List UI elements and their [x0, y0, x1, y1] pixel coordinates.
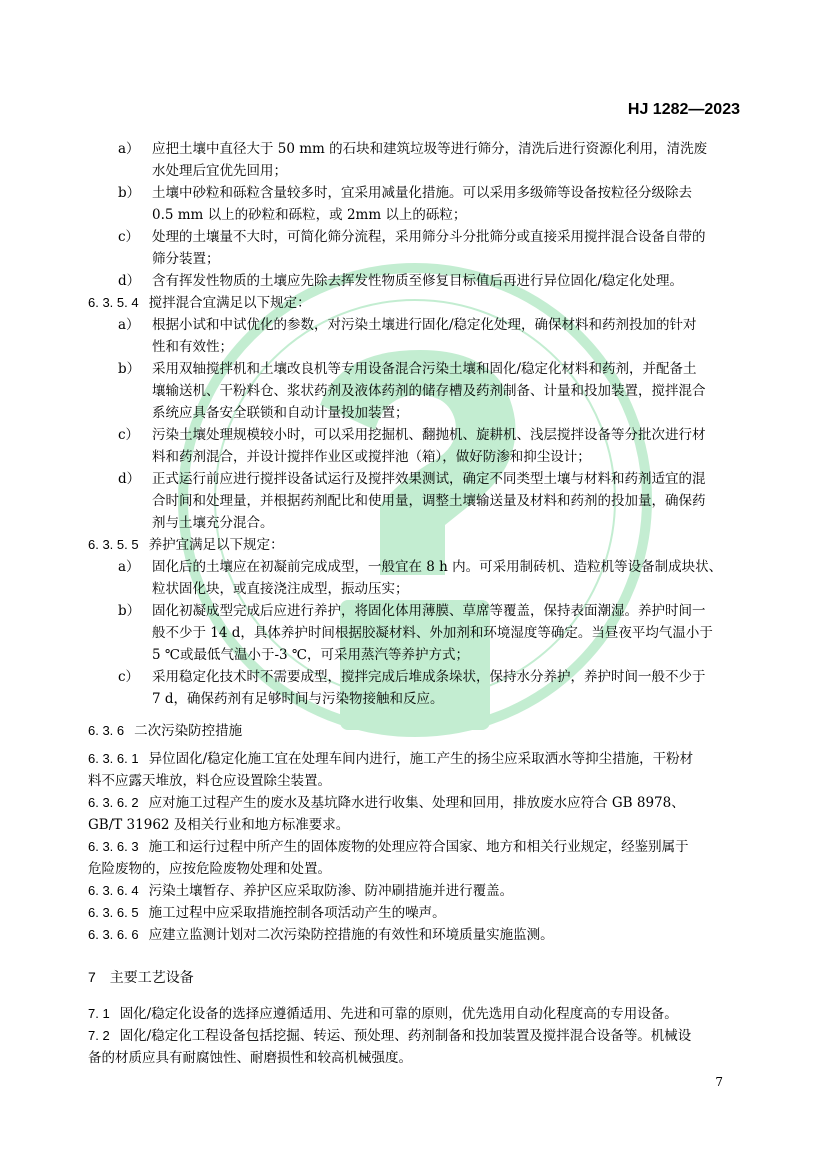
clause-text: 应对施工过程产生的废水及基坑降水进行收集、处理和回用，排放废水应符合 GB 8978、	[148, 795, 685, 811]
list-item-continuation	[88, 380, 738, 402]
list-item-continuation	[88, 512, 738, 534]
list-item-text: 7 d，确保药剂有足够时间与污染物接触和反应。	[152, 691, 444, 707]
clause-text: 料不应露天堆放，料仓应设置除尘装置。	[88, 773, 331, 789]
list-item	[88, 314, 738, 336]
clause-continuation	[88, 858, 738, 880]
list-item-continuation	[88, 160, 738, 182]
list-item	[88, 270, 738, 292]
clause-number: 6. 3. 6. 3	[88, 839, 139, 854]
clause-text: 危险废物的，应按危险废物处理和处置。	[88, 861, 331, 877]
list-curing	[88, 556, 738, 710]
clause-text: 污染土壤暂存、养护区应采取防渗、防冲刷措施并进行覆盖。	[148, 883, 514, 899]
list-item-text: 固化初凝成型完成后应进行养护，将固化体用薄膜、草席等覆盖，保持表面潮湿。养护时间一	[152, 603, 706, 619]
list-item-text: 系统应具备安全联锁和自动计量投加装置；	[152, 405, 409, 421]
list-item-label: a）	[118, 317, 140, 333]
list-item	[88, 600, 738, 622]
list-item-label: b）	[118, 361, 141, 377]
list-item-continuation	[88, 248, 738, 270]
list-item-text: 合时间和处理量，并根据药剂配比和使用量，调整土壤输送量及材料和药剂的投加量，确保药	[152, 493, 706, 509]
list-item-label: d）	[118, 471, 141, 487]
list-item	[88, 424, 738, 446]
list-item-continuation	[88, 446, 738, 468]
list-item-label: c）	[118, 427, 140, 443]
section-number: 6. 3. 6	[88, 723, 125, 738]
list-item-text: 采用稳定化技术时不需要成型，搅拌完成后堆成条垛状，保持水分养护，养护时间一般不少于	[152, 669, 706, 685]
clause-text: 施工过程中应采取措施控制各项活动产生的噪声。	[148, 905, 446, 921]
clause	[88, 836, 738, 858]
clause-number: 6. 3. 6. 5	[88, 905, 139, 920]
clause-number: 6. 3. 5. 5	[88, 537, 139, 552]
list-item-text: 含有挥发性物质的土壤应先除去挥发性物质至修复目标值后再进行异位固化/稳定化处理。	[152, 273, 684, 289]
chapter-title: 主要工艺设备	[109, 970, 194, 986]
list-item-text: 水处理后宜优先回用；	[152, 163, 287, 179]
list-item-label: d）	[118, 273, 141, 289]
list-screening	[88, 138, 738, 292]
list-item-continuation	[88, 622, 738, 644]
document-body	[88, 138, 738, 1069]
list-mixing	[88, 314, 738, 534]
clause-number: 7. 1	[88, 1006, 110, 1021]
chapter-number: 7	[88, 969, 96, 985]
list-item-text: 筛分装置；	[152, 251, 220, 267]
list-item-text: 般不少于 14 d，具体养护时间根据胶凝材料、外加剂和环境湿度等确定。当昼夜平均气温小于	[152, 625, 713, 641]
list-item-text: 处理的土壤量不大时，可简化筛分流程，采用筛分斗分批筛分或直接采用搅拌混合设备自带的	[152, 229, 706, 245]
list-item-text: 料和药剂混合，并设计搅拌作业区或搅拌池（箱），做好防渗和抑尘设计；	[152, 449, 591, 465]
clause-number: 7. 2	[88, 1028, 110, 1043]
list-item-text: 应把土壤中直径大于 50 mm 的石块和建筑垃圾等进行筛分，清洗后进行资源化利用，清洗废	[152, 141, 708, 157]
list-item	[88, 226, 738, 248]
list-item-label: a）	[118, 141, 140, 157]
chapter-7-heading	[88, 966, 738, 989]
page-number: 7	[715, 1075, 723, 1089]
list-item-continuation	[88, 644, 738, 666]
list-item-label: b）	[118, 603, 141, 619]
section-6-3-6-heading	[88, 720, 738, 742]
standard-code: HJ 1282—2023	[627, 101, 740, 118]
list-item-text: 5 ℃或最低气温小于-3 ℃，可采用蒸汽等养护方式；	[152, 647, 470, 663]
list-item-continuation	[88, 336, 738, 358]
list-item-text: 根据小试和中试优化的参数，对污染土壤进行固化/稳定化处理，确保材料和药剂投加的针对	[152, 317, 697, 333]
clause-number: 6. 3. 5. 4	[88, 295, 139, 310]
list-item-continuation	[88, 688, 738, 710]
list-item-label: c）	[118, 669, 140, 685]
list-item-text: 性和有效性；	[152, 339, 233, 355]
clause	[88, 792, 738, 814]
clauses-7	[88, 1003, 738, 1069]
list-item-label: a）	[118, 559, 140, 575]
clause-number: 6. 3. 6. 2	[88, 795, 139, 810]
clause-text: 应建立监测计划对二次污染防控措施的有效性和环境质量实施监测。	[148, 927, 554, 943]
list-item-continuation	[88, 490, 738, 512]
clause-number: 6. 3. 6. 4	[88, 883, 139, 898]
list-item-continuation	[88, 578, 738, 600]
list-item-text: 正式运行前应进行搅拌设备试运行及搅拌效果测试，确定不同类型土壤与材料和药剂适宜的混	[152, 471, 706, 487]
list-item	[88, 666, 738, 688]
list-item-label: b）	[118, 185, 141, 201]
list-item-text: 剂与土壤充分混合。	[152, 515, 274, 531]
list-item	[88, 358, 738, 380]
list-item-continuation	[88, 204, 738, 226]
clause-6-3-5-5	[88, 534, 738, 556]
list-item-text: 壤输送机、干粉料仓、浆状药剂及液体药剂的储存槽及药剂制备、计量和投加装置，搅拌混合	[152, 383, 706, 399]
clause	[88, 1025, 738, 1047]
clause-text: GB/T 31962 及相关行业和地方标准要求。	[88, 817, 350, 833]
clause	[88, 1003, 738, 1025]
clause	[88, 924, 738, 946]
clause-continuation	[88, 814, 738, 836]
clause-continuation	[88, 770, 738, 792]
clause	[88, 880, 738, 902]
clause-text: 固化/稳定化工程设备包括挖掘、转运、预处理、药剂制备和投加装置及搅拌混合设备等。机械设	[119, 1028, 692, 1044]
clause	[88, 748, 738, 770]
list-item-text: 粒状固化块，或直接浇注成型，振动压实；	[152, 581, 409, 597]
clause-6-3-5-4	[88, 292, 738, 314]
clause-text: 异位固化/稳定化施工宜在处理车间内进行，施工产生的扬尘应采取洒水等抑尘措施，干粉材	[148, 751, 694, 767]
clause-text: 搅拌混合宜满足以下规定：	[148, 295, 311, 311]
list-item-text: 污染土壤处理规模较小时，可以采用挖掘机、翻抛机、旋耕机、浅层搅拌设备等分批次进行材	[152, 427, 706, 443]
list-item-text: 土壤中砂粒和砾粒含量较多时，宜采用减量化措施。可以采用多级筛等设备按粒径分级除去	[152, 185, 692, 201]
clause-number: 6. 3. 6. 6	[88, 927, 139, 942]
clause-text: 固化/稳定化设备的选择应遵循适用、先进和可靠的原则，优先选用自动化程度高的专用设备。	[119, 1006, 678, 1022]
list-item	[88, 556, 738, 578]
list-item	[88, 182, 738, 204]
list-item-label: c）	[118, 229, 140, 245]
list-item-text: 固化后的土壤应在初凝前完成成型，一般宜在 8 h 内。可采用制砖机、造粒机等设备制成块状、	[152, 559, 723, 575]
list-item	[88, 468, 738, 490]
clause-text: 养护宜满足以下规定：	[148, 537, 284, 553]
list-item-text: 0.5 mm 以上的砂粒和砾粒，或 2mm 以上的砾粒；	[152, 207, 467, 223]
clause	[88, 902, 738, 924]
list-item-continuation	[88, 402, 738, 424]
list-item	[88, 138, 738, 160]
clause-text: 施工和运行过程中所产生的固体废物的处理应符合国家、地方和相关行业规定，经鉴别属于	[148, 839, 689, 855]
clause-text: 备的材质应具有耐腐蚀性、耐磨损性和较高机械强度。	[88, 1050, 412, 1066]
clause-number: 6. 3. 6. 1	[88, 751, 139, 766]
clause-continuation	[88, 1047, 738, 1069]
clauses-6-3-6	[88, 748, 738, 946]
list-item-text: 采用双轴搅拌机和土壤改良机等专用设备混合污染土壤和固化/稳定化材料和药剂，并配备土	[152, 361, 697, 377]
section-title: 二次污染防控措施	[134, 723, 243, 739]
